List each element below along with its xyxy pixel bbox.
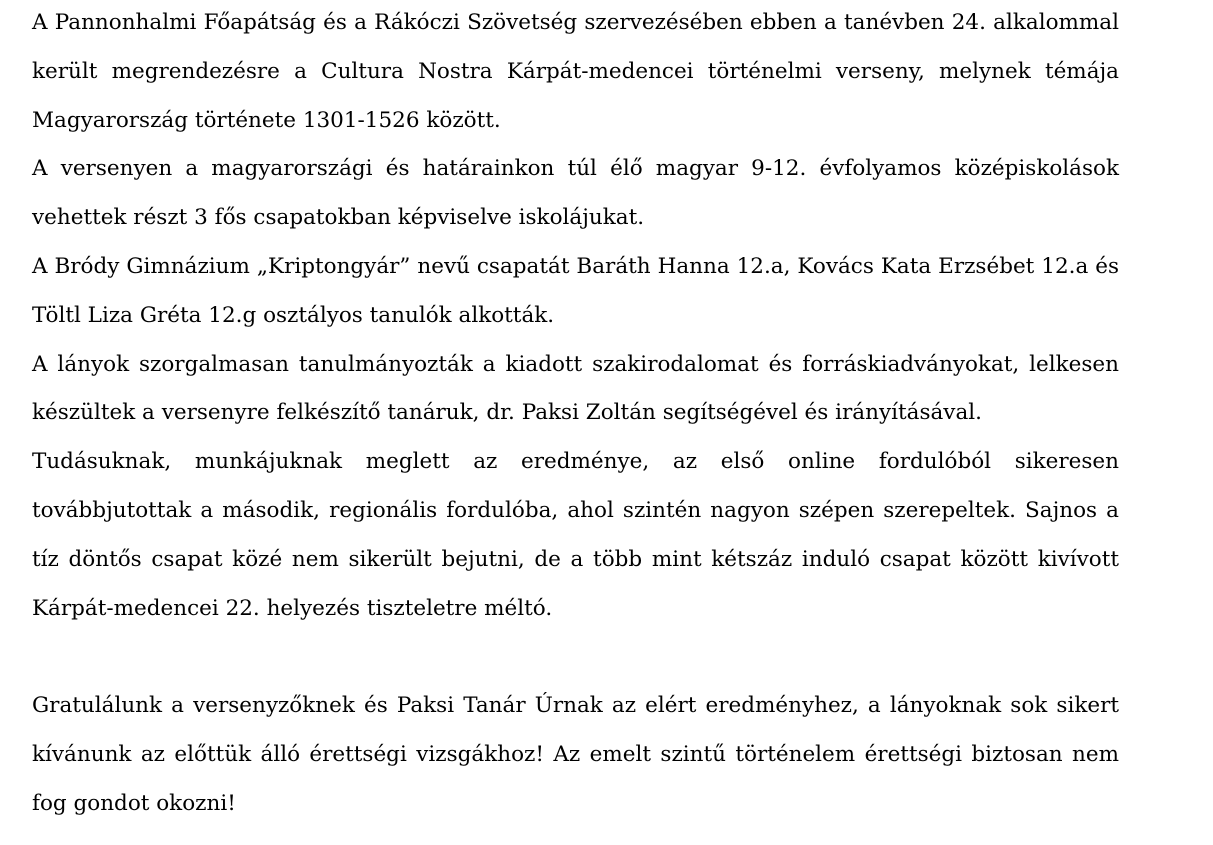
paragraph-congratulations: Gratulálunk a versenyzőknek és Paksi Tanár Úrnak az elért eredményhez, a lányoknak sok sikert kívánunk az előttük álló érettségi vizsgákhoz! Az emelt szintű történelem érettségi biztosan nem fog gondot okozni!: [32, 693, 1119, 816]
paragraph-participants: A versenyen a magyarországi és határainkon túl élő magyar 9-12. évfolyamos középiskolások vehettek részt 3 fős csapatokban képviselve iskolájukat.: [32, 156, 1119, 231]
paragraph-intro: A Pannonhalmi Főapátság és a Rákóczi Szövetség szervezésében ebben a tanévben 24. alkalommal került megrendezésre a Cultura Nostra Kárpát-medencei történelmi verseny, melynek témája Magyarország története 1301-1526 között.: [32, 10, 1119, 133]
document-body: [32, 0, 1119, 829]
paragraph-spacer: [32, 633, 1119, 682]
paragraph-results: Tudásuknak, munkájuknak meglett az eredménye, az első online fordulóból sikeresen továbbjutottak a második, regionális fordulóba, ahol szintén nagyon szépen szerepeltek. Sajnos a tíz döntős csapat közé nem sikerült bejutni, de a több mint kétszáz induló csapat között kivívott Kárpát-medencei 22. helyezés tiszteletre méltó.: [32, 449, 1119, 621]
paragraph-preparation: A lányok szorgalmasan tanulmányozták a kiadott szakirodalomat és forráskiadványokat, lelkesen készültek a versenyre felkészítő tanáruk, dr. Paksi Zoltán segítségével és irányításával.: [32, 351, 1119, 426]
paragraph-team: A Bródy Gimnázium „Kriptongyár” nevű csapatát Baráth Hanna 12.a, Kovács Kata Erzsébet 12.a és Töltl Liza Gréta 12.g osztályos tanulók alkották.: [32, 253, 1119, 328]
